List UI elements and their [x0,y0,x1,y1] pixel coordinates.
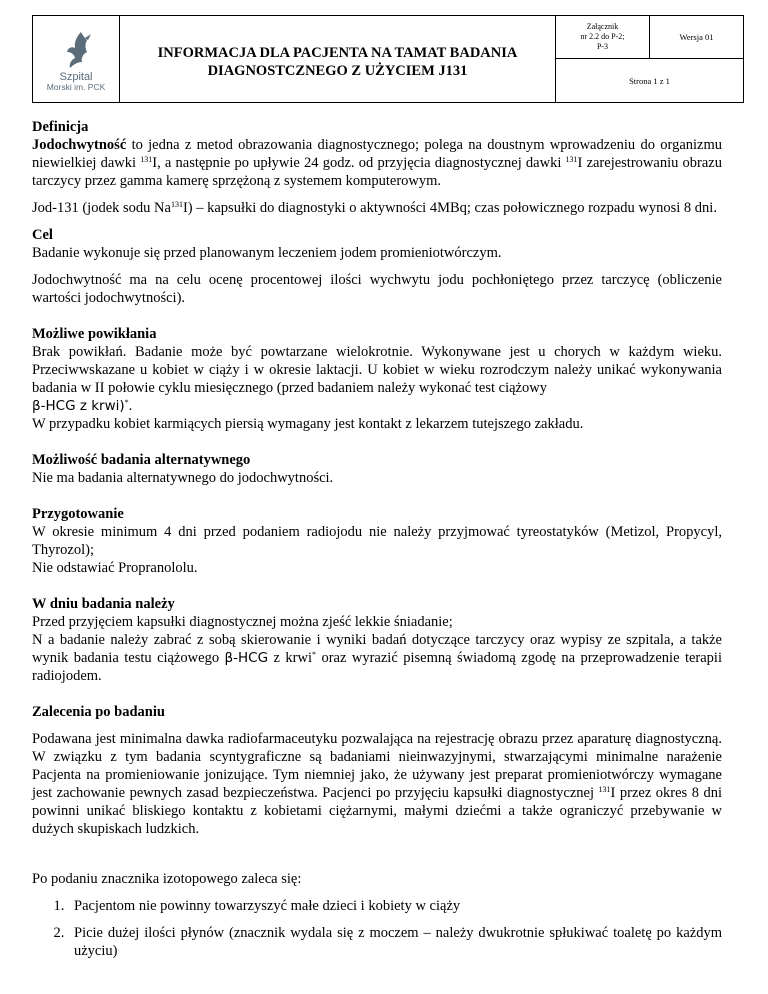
text-span: N a badanie należy zabrać z sobą skierowanie i wyniki badań dotyczące tarczycy oraz wypisy ze szpitala, a także wynik badania testu ciążowego [32,632,722,666]
title-line-2: DIAGNOSTCZNEGO Z UŻYCIEM J131 [207,63,468,79]
alternatywa-paragraph: Nie ma badania alternatywnego do jodochwytności. [32,470,334,486]
logo-text-line2: Morski im. PCK [46,82,106,92]
text-span: I) – kapsułki do diagnostyki o aktywności 4MBq; czas połowicznego rozpadu wynosi 8 dni. [182,200,717,216]
text-span: z krwi [268,650,313,666]
beta-hcg-text: β-HCG z krwi) [32,398,125,414]
definicja-heading: Definicja [32,119,89,135]
logo-cell [33,16,120,103]
asterisk: * [124,398,129,407]
attachment-line-2: nr 2.2 do P-2; [580,32,625,41]
text-span: Jod-131 (jodek sodu Na [32,200,171,216]
list-item: 2. Picie dużej ilości płynów (znacznik wydala się z moczem – należy dwukrotnie spłukiwać toaletę po każdym użyciu) [68,924,722,960]
text-span: to jedna z metod obrazowania diagnostycznego; polega na doustnym wprowadzeniu do organizmu niewielkiej dawki [32,137,722,171]
przygotowanie-paragraph-2: Nie odstawiać Propranololu. [32,560,198,576]
text-span: Brak powikłań. Badanie może być powtarzane wielokrotnie. Wykonywane jest u chorych w każdym wieku. Przeciwwskazane u kobiet w ciąży i w okresie laktacji. U kobiet w wieku rozrodczym należy unikać wykonywania badania w II połowie cyklu miesięcznego (przed badaniem należy wykonać test ciążowy [32,344,722,396]
logo-text-line1: Szpital [59,71,93,83]
powiklania-paragraph-1 [32,343,722,415]
title-line-1: INFORMACJA DLA PACJENTA NA TAMAT BADANIA [157,45,518,61]
attachment-line-1: Załącznik [586,22,619,31]
superscript-131: 131 [598,785,611,794]
definicja-paragraph-2 [32,199,722,217]
document-body [32,118,722,969]
cel-paragraph-1: Badanie wykonuje się przed planowanym leczeniem jodem promieniotwórczym. [32,245,502,261]
przygotowanie-paragraph-1: W okresie minimum 4 dni przed podaniem radiojodu nie należy przyjmować tyreostatyków (Metizol, Propycyl, Thyrozol); [32,524,722,558]
attachment-line-3: P-3 [596,42,609,51]
text-span: I zarejestrowaniu obrazu tarczycy przez gamma kamerę sprzężoną z systemem komputerowym. [32,155,722,189]
text-span: oraz wyrazić pisemną świadomą zgodę na przeprowadzenie terapii radiojodem. [32,650,722,684]
alternatywa-heading: Możliwość badania alternatywnego [32,452,251,468]
text-span: . [128,398,133,414]
hospital-logo-icon [41,26,111,92]
beta-hcg-text: β-HCG [224,650,269,666]
definicja-paragraph-1 [32,136,722,190]
superscript-131: 131 [140,155,153,164]
zalecenia-paragraph-2: Po podaniu znacznika izotopowego zaleca się: [32,871,302,887]
page-number: Strona 1 z 1 [556,59,744,103]
powiklania-heading: Możliwe powikłania [32,326,157,342]
zalecenia-heading: Zalecenia po badaniu [32,704,165,720]
cel-paragraph-2: Jodochwytność ma na celu ocenę procentowej ilości wychwytu jodu pochłoniętego przez tarczycę (obliczenie wartości jodochwytności). [32,272,722,306]
text-span: I, a następnie po upływie 24 godz. od przyjęcia diagnostycznej dawki [152,155,566,171]
document-header [32,15,744,103]
attachment-cell [556,16,650,59]
superscript-131: 131 [565,155,578,164]
list-item: 1. Pacjentom nie powinny towarzyszyć małe dzieci i kobiety w ciąży [68,897,722,915]
text-span: I przez okres 8 dni powinni unikać bliskiego kontaktu z kobietami ciężarnymi, małymi dziećmi a także ograniczyć przebywanie w dużych skupiskach ludzkich. [32,785,722,837]
definicja-term: Jodochwytność [32,137,127,153]
cel-heading: Cel [32,227,53,243]
zalecenia-paragraph-1 [32,730,722,838]
powiklania-paragraph-2: W przypadku kobiet karmiących piersią wymagany jest kontakt z lekarzem tutejszego zakładu. [32,416,584,432]
text-span: Podawana jest minimalna dawka radiofarmaceutyku pozwalająca na rejestrację obrazu przez aparaturę diagnostyczną. W związku z tym badania scyntygraficzne są badaniami nieinwazyjnymi, stwarzającymi minimalne narażenie Pacjenta na promieniowanie jonizujące. Tym niemniej jako, że używany jest preparat promieniotwórczy wymagane jest zachowanie pewnych zasad bezpieczeństwa. Pacjenci po przyjęciu kapsułki diagnostycznej [32,731,722,801]
version-label: Wersja 01 [650,16,744,59]
dzien-paragraph-1: Przed przyjęciem kapsułki diagnostycznej można zjeść lekkie śniadanie; [32,614,453,630]
przygotowanie-heading: Przygotowanie [32,506,124,522]
document-title [120,16,556,103]
asterisk: * [312,650,317,659]
dzien-heading: W dniu badania należy [32,596,175,612]
dzien-paragraph-2 [32,631,722,685]
superscript-131: 131 [170,200,183,209]
zalecenia-list [32,897,722,960]
